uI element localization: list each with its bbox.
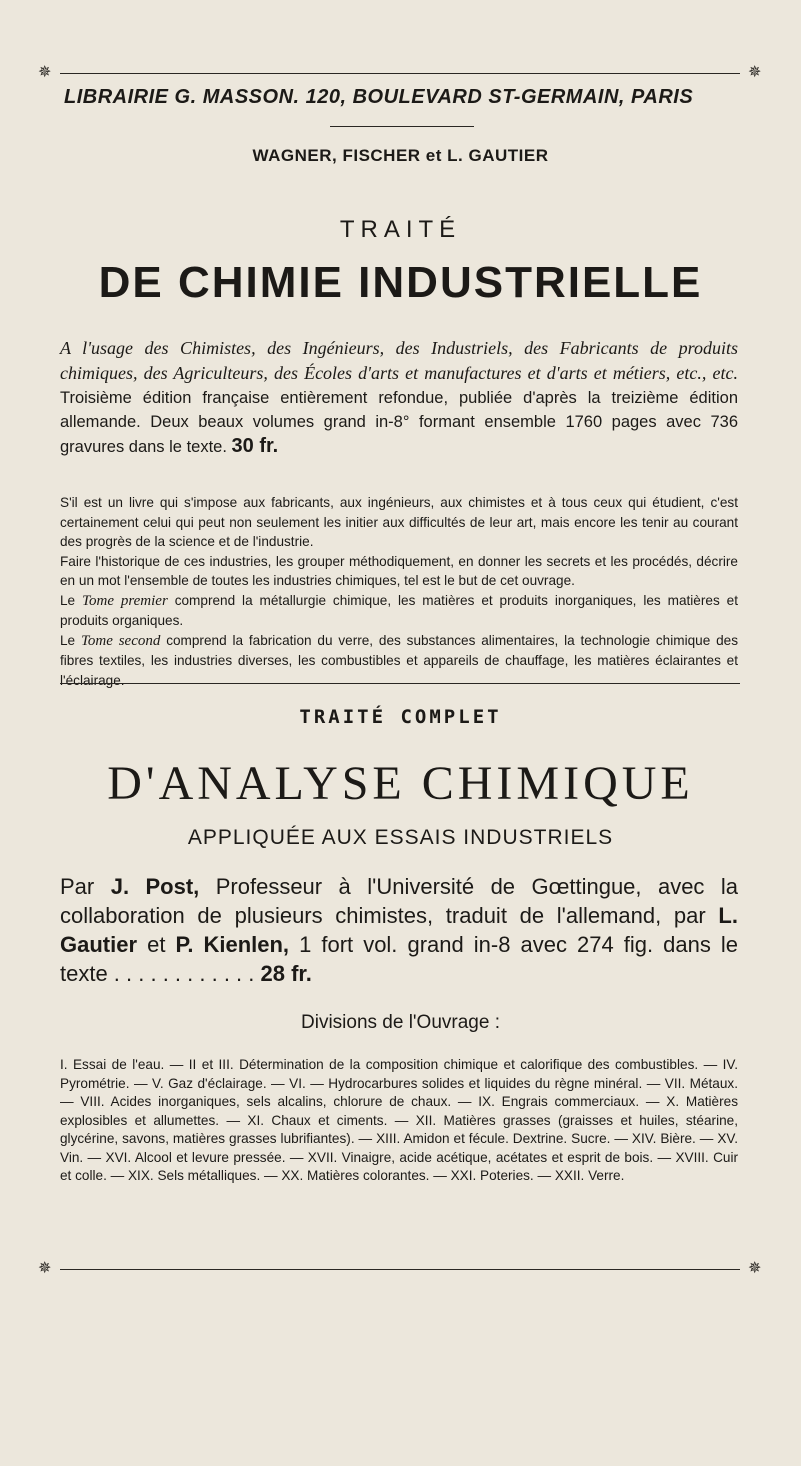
tome1-text: comprend la métallurgie chimique, les matières et produits inorganiques, les matières et produits organiques. [60, 592, 738, 628]
book1-audience: A l'usage des Chimistes, des Ingénieurs, des Industriels, des Fabricants de produits chimiques, des Agriculteurs, des Écoles d'arts et manufactures et d'arts et métiers, etc., etc. [60, 338, 738, 383]
paragraph-2-text: Faire l'historique de ces industries, les grouper méthodiquement, en donner les secrets et les procédés, décrire en un mot l'ensemble de toutes les industries chimiques, tel est le but de cet ouvrage. [60, 553, 738, 588]
book1-title-main: DE CHIMIE INDUSTRIELLE [98, 258, 703, 307]
book2-author: J. Post, [110, 874, 200, 899]
tome1-label: Tome premier [82, 592, 168, 609]
divisions-list: I. Essai de l'eau. — II et III. Détermination de la composition chimique et calorifique des combustibles. — IV. Pyrométrie. — V. Gaz d'éclairage. — VI. — Hydrocarbures solides et liquides du règne minéral. — VII. Métaux. — VIII. Acides inorganiques, sels alcalins, chlorure de chaux. — IX. Engrais commerciaux. — X. Matières explosibles et allumettes. — XI. Chaux et ciments. — XII. Matières grasses (graisses et huiles, stéarine, glycérine, savons, matières grasses lubrifiantes). — XIII. Amidon et fécule. Dextrine. Sucre. — XIV. Bière. — XV. Vin. — XVI. Alcool et levure pressée. — XVII. Vinaigre, acide acétique, acétates et esprit de bois. — XVIII. Cuir et colle. — XIX. Sels métalliques. — XX. Matières colorantes. — XXI. Poteries. — XXII. Verre. [60, 1057, 738, 1183]
ornament-top-left: ✵ [38, 62, 52, 81]
divisions-heading: Divisions de l'Ouvrage : [301, 1012, 500, 1033]
book1-paragraph-2 [60, 552, 738, 591]
book1-price: 30 fr. [231, 435, 279, 457]
byline-end: 1 fort vol. grand in-8 avec 274 fig. dans le texte . . . . . . . . . . . . [60, 932, 738, 986]
translator-1: L. Gautier [60, 903, 738, 957]
book1-authors: WAGNER, FISCHER et L. GAUTIER [252, 146, 549, 165]
ornament-bottom-right: ✵ [748, 1258, 762, 1277]
short-rule [330, 126, 474, 127]
book1-tome-2: Le Tome second comprend la fabrication du verre, des substances alimentaires, la technologie chimique des fibres textiles, les industries diverses, les combustibles et appareils de chauffage, les matières éclairantes et l'éclairage. [60, 632, 739, 688]
publisher-line: LIBRAIRIE G. MASSON. 120, BOULEVARD ST-GERMAIN, PARIS [64, 86, 694, 108]
top-rule [60, 73, 740, 74]
book1-paragraph-1: S'il est un livre qui s'impose aux fabricants, aux ingénieurs, aux chimistes et à tous ceux qui étudient, c'est certainement celui qui peut non seulement les initier aux difficultés de leur art, mais encore les tenir au courant des progrès de la science et de l'industrie. [60, 495, 738, 549]
book2-title-small: TRAITÉ COMPLET [299, 706, 502, 728]
byline-and: et [147, 932, 166, 957]
book1-edition-info: Troisième édition française entièrement refondue, publiée d'après la treizième édition allemande. Deux beaux volumes grand in-8° formant ensemble 1760 pages avec 736 gravures dans le texte. [60, 389, 738, 456]
book2-subtitle: APPLIQUÉE AUX ESSAIS INDUSTRIELS [187, 826, 614, 849]
bottom-rule [60, 1269, 740, 1270]
translator-2: P. Kienlen, [175, 932, 290, 957]
book1-tome-1: Le Tome premier comprend la métallurgie chimique, les matières et produits inorganiques, les matières et produits organiques. [60, 592, 738, 628]
ornament-bottom-left: ✵ [38, 1258, 52, 1277]
book1-intro [60, 336, 738, 459]
book1-title-small: TRAITÉ [339, 216, 462, 243]
book2-price: 28 fr. [260, 961, 312, 986]
book2-byline [60, 872, 738, 988]
book2-title-main: D'ANALYSE CHIMIQUE [107, 757, 694, 810]
book1-description [60, 493, 738, 690]
tome2-text: comprend la fabrication du verre, des substances alimentaires, la technologie chimique des fibres textiles, les industries diverses, les combustibles et appareils de chauffage, les matières éclairantes et l'éclairage. [60, 632, 739, 688]
tome2-label: Tome second [80, 632, 161, 649]
middle-rule [60, 683, 740, 684]
byline-mid: Professeur à l'Université de Gœttingue, avec la collaboration de plusieurs chimistes, traduit de l'allemand, par [60, 874, 738, 928]
byline-prefix: Par [60, 874, 95, 899]
ornament-top-right: ✵ [748, 62, 762, 81]
